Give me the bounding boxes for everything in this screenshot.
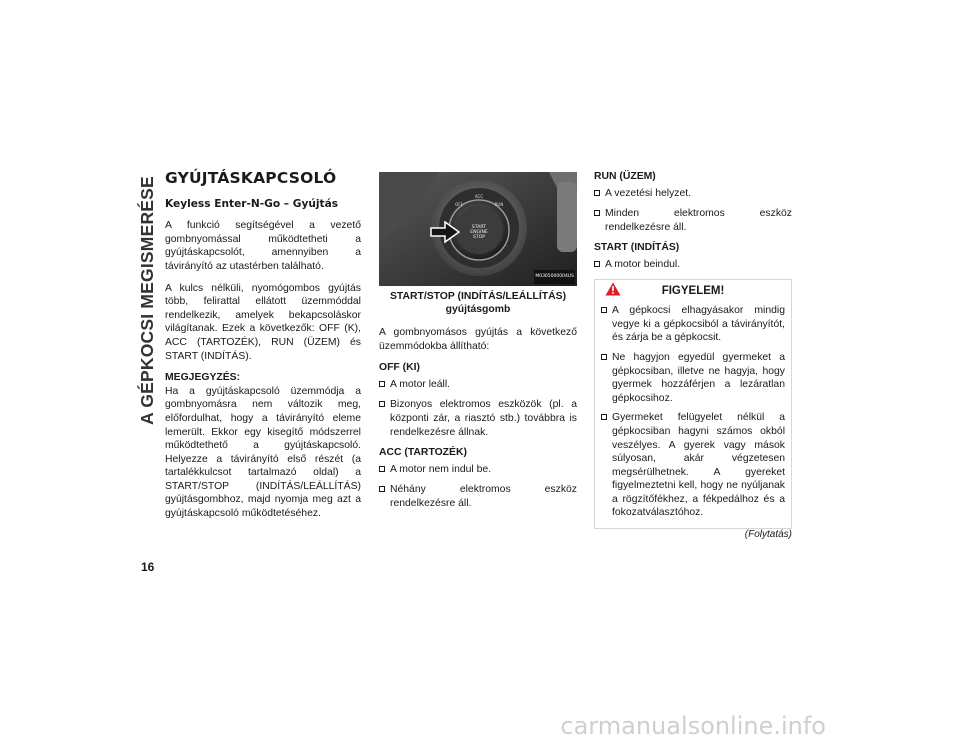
column-2 — [379, 172, 577, 518]
page-title: GYÚJTÁSKAPCSOLÓ — [165, 169, 337, 187]
checkbox-bullet-icon — [594, 261, 600, 267]
list-item: Néhány elektromos eszköz rendelkezésre áll. — [379, 483, 577, 510]
svg-text:ENGINE: ENGINE — [470, 230, 488, 235]
section-subtitle: Keyless Enter-N-Go – Gyújtás — [165, 197, 339, 210]
watermark: carmanualsonline.info — [560, 712, 826, 740]
section-tab-label: A GÉPKOCSI MEGISMERÉSE — [136, 175, 157, 425]
caption-line-1: START/STOP (INDÍTÁS/LEÁLLÍTÁS) — [389, 291, 567, 302]
svg-text:RUN: RUN — [494, 202, 504, 207]
list-item: A motor leáll. — [379, 378, 577, 392]
modes-paragraph: A kulcs nélküli, nyomógombos gyújtás több, felirattal ellátott üzemmóddal rendelkezik, amelyek bekapcsoláskor világítanak. Ezek a következők: OFF (K), ACC (TARTOZÉK), RUN (ÜZEM) és START (INDÍTÁS). — [165, 282, 361, 362]
checkbox-bullet-icon — [594, 190, 600, 196]
note-label: MEGJEGYZÉS: — [165, 372, 241, 384]
warning-title: FIGYELEM! — [661, 284, 725, 297]
start-label: START (INDÍTÁS) — [594, 242, 680, 254]
photo-caption — [379, 290, 577, 316]
svg-text:START: START — [471, 225, 487, 230]
checkbox-bullet-icon — [379, 401, 385, 407]
list-item: Minden elektromos eszköz rendelkezésre áll. — [594, 207, 792, 234]
image-code: M0305000004US — [534, 270, 575, 284]
warning-box — [594, 279, 792, 530]
column-1 — [165, 170, 361, 521]
list-item: A gépkocsi elhagyásakor mindig vegye ki a gépkocsiból a távirányítót, és zárja be a gépkocsit. — [601, 304, 785, 345]
warning-triangle-icon — [605, 282, 621, 296]
run-label: RUN (ÜZEM) — [594, 171, 656, 182]
checkbox-bullet-icon — [594, 210, 600, 216]
section-tab — [134, 160, 160, 440]
list-item: A motor beindul. — [594, 258, 792, 272]
list-item: Gyermeket felügyelet nélkül a gépkocsiban hagyni számos okból veszélyes. A gyerek vagy mások súlyosan, akár végzetesen megsérülhetnek. A gyereket figyelmeztetni kell, hogy ne nyúljanak a rögzítőfékhez, a fékpedálhoz és a fokozatválasztóhoz. — [601, 411, 785, 520]
ignition-illustration — [379, 172, 577, 286]
ignition-button-photo — [379, 172, 577, 286]
note-text: Ha a gyújtáskapcsoló üzemmódja a gombnyomásra nem változik meg, előfordulhat, hogy a távirányító eleme lemerült. Ekkor egy kisegítő módszerrel működtethető a gyújtáskapcsoló. Helyezze a távirányító első részét (a tartalékkulcsot tartalmazó oldal) a START/STOP (INDÍTÁS/LEÁLLÍTÁS) gyújtásgombhoz, majd nyomja meg azt a gyújtáskapcsoló működtetéséhez. — [165, 385, 361, 520]
modes-intro: A gombnyomásos gyújtás a következő üzemmódokba állítható: — [379, 327, 577, 352]
list-item: Ne hagyjon egyedül gyermeket a gépkocsiban, illetve ne hagyja, hogy gyermek hozzáférjen a lezáratlan gépkocsihoz. — [601, 351, 785, 405]
checkbox-bullet-icon — [601, 414, 607, 420]
page-number: 16 — [141, 560, 155, 574]
caption-line-2: gyújtásgomb — [445, 304, 511, 315]
list-item: A motor nem indul be. — [379, 463, 577, 477]
list-item: Bizonyos elektromos eszközök (pl. a központi zár, a riasztó stb.) továbbra is rendelkezésre állnak. — [379, 398, 577, 439]
list-item: A vezetési helyzet. — [594, 187, 792, 201]
checkbox-bullet-icon — [601, 307, 607, 313]
svg-text:ACC: ACC — [474, 194, 484, 199]
svg-text:OFF: OFF — [455, 202, 463, 207]
svg-text:STOP: STOP — [472, 235, 486, 240]
continued-note: (Folytatás) — [744, 529, 792, 541]
intro-paragraph: A funkció segítségével a vezető gombnyomással működtetheti a gyújtáskapcsolót, amennyiben a távirányító az utastérben található. — [165, 220, 361, 272]
checkbox-bullet-icon — [601, 354, 607, 360]
checkbox-bullet-icon — [379, 486, 385, 492]
off-label: OFF (KI) — [379, 362, 420, 374]
checkbox-bullet-icon — [379, 466, 385, 472]
acc-label: ACC (TARTOZÉK) — [379, 447, 467, 459]
checkbox-bullet-icon — [379, 381, 385, 387]
warning-header — [601, 280, 785, 305]
column-3 — [594, 170, 792, 542]
